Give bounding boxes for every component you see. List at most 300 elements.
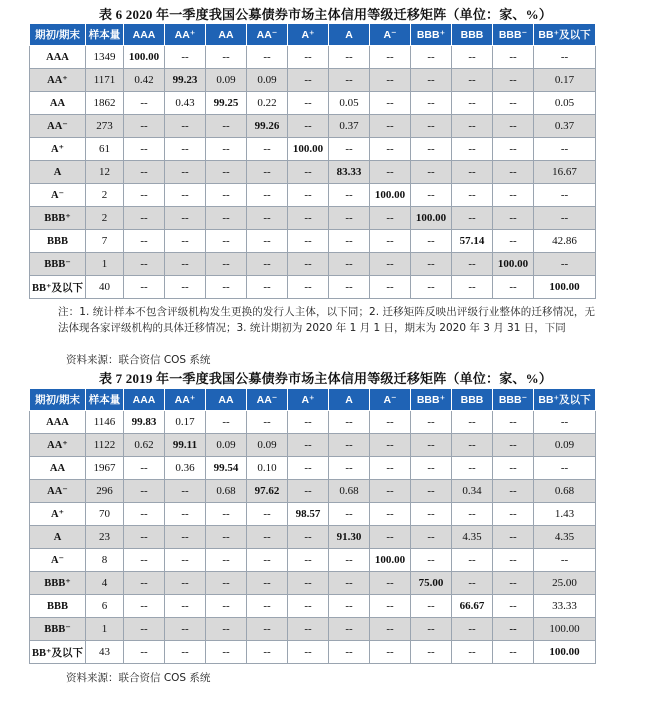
table-cell: -- <box>493 46 534 69</box>
table-cell: 8 <box>86 549 124 572</box>
row-header-cell: AA⁺ <box>30 434 86 457</box>
column-header: BBB⁻ <box>493 389 534 411</box>
table-cell: -- <box>165 618 206 641</box>
table-cell: 0.36 <box>165 457 206 480</box>
table-cell: -- <box>411 92 452 115</box>
table-cell: -- <box>165 526 206 549</box>
column-header: AA <box>206 24 247 46</box>
table-cell: 42.86 <box>534 230 596 253</box>
row-header-cell: AA⁺ <box>30 69 86 92</box>
table-cell: 1122 <box>86 434 124 457</box>
table-cell: -- <box>534 457 596 480</box>
table-cell: -- <box>493 434 534 457</box>
table-cell: -- <box>493 641 534 664</box>
table-cell: -- <box>247 276 288 299</box>
table7-title: 表 7 2019 年一季度我国公募债券市场主体信用等级迁移矩阵（单位：家、%） <box>98 371 553 386</box>
table-cell: -- <box>493 230 534 253</box>
table-cell: 1967 <box>86 457 124 480</box>
table-cell: 99.11 <box>165 434 206 457</box>
table-cell: 2 <box>86 184 124 207</box>
table-cell: -- <box>370 253 411 276</box>
row-header-cell: AA⁻ <box>30 480 86 503</box>
table-cell: 0.68 <box>534 480 596 503</box>
table-row <box>30 138 596 161</box>
table-cell: -- <box>452 184 493 207</box>
table-cell: 1 <box>86 253 124 276</box>
table-row <box>30 276 596 299</box>
row-header-cell: A <box>30 526 86 549</box>
table-cell: -- <box>165 115 206 138</box>
table-row <box>30 549 596 572</box>
table-cell: -- <box>370 503 411 526</box>
row-header-cell: BBB⁻ <box>30 253 86 276</box>
table-cell: -- <box>247 618 288 641</box>
row-header-cell: A <box>30 161 86 184</box>
table-cell: -- <box>370 411 411 434</box>
table-cell: -- <box>329 253 370 276</box>
table-cell: -- <box>288 161 329 184</box>
table-cell: -- <box>288 641 329 664</box>
table-cell: -- <box>452 92 493 115</box>
table-cell: 83.33 <box>329 161 370 184</box>
table-cell: 1146 <box>86 411 124 434</box>
table-cell: -- <box>165 595 206 618</box>
table-cell: -- <box>370 480 411 503</box>
table-row <box>30 457 596 480</box>
table-row <box>30 184 596 207</box>
table-cell: -- <box>411 253 452 276</box>
column-header: AAA <box>124 24 165 46</box>
table-cell: -- <box>411 434 452 457</box>
table-cell: -- <box>124 572 165 595</box>
table-cell: -- <box>452 46 493 69</box>
table-cell: 100.00 <box>493 253 534 276</box>
table-cell: -- <box>411 230 452 253</box>
table-cell: -- <box>452 276 493 299</box>
table-cell: -- <box>370 276 411 299</box>
table-row <box>30 207 596 230</box>
table-cell: -- <box>329 457 370 480</box>
column-header: AA⁻ <box>247 389 288 411</box>
table-cell: -- <box>206 503 247 526</box>
table-cell: 0.22 <box>247 92 288 115</box>
table-cell: -- <box>247 549 288 572</box>
table-cell: -- <box>411 276 452 299</box>
table-cell: -- <box>288 276 329 299</box>
table-cell: -- <box>411 480 452 503</box>
table-cell: -- <box>206 618 247 641</box>
table-cell: -- <box>493 595 534 618</box>
table-cell: -- <box>288 434 329 457</box>
table-cell: -- <box>124 618 165 641</box>
table-cell: -- <box>124 480 165 503</box>
column-header: AA <box>206 389 247 411</box>
row-header-cell: AA <box>30 457 86 480</box>
table-cell: 25.00 <box>534 572 596 595</box>
table-cell: 100.00 <box>411 207 452 230</box>
row-header-cell: BBB⁺ <box>30 207 86 230</box>
table-cell: 100.00 <box>370 184 411 207</box>
column-header: AAA <box>124 389 165 411</box>
table-cell: -- <box>329 572 370 595</box>
table-cell: -- <box>206 115 247 138</box>
table-cell: -- <box>493 276 534 299</box>
table-cell: -- <box>493 480 534 503</box>
table-cell: -- <box>534 411 596 434</box>
table6-title: 表 6 2020 年一季度我国公募债券市场主体信用等级迁移矩阵（单位：家、%） <box>98 7 553 22</box>
table-cell: 97.62 <box>247 480 288 503</box>
table-cell: -- <box>329 503 370 526</box>
table-cell: 0.09 <box>247 69 288 92</box>
table-cell: -- <box>534 549 596 572</box>
table-cell: -- <box>329 230 370 253</box>
table-cell: -- <box>452 572 493 595</box>
table-cell: -- <box>329 595 370 618</box>
table-cell: -- <box>493 503 534 526</box>
table-cell: 100.00 <box>288 138 329 161</box>
table-cell: -- <box>534 184 596 207</box>
table-cell: -- <box>329 138 370 161</box>
table-cell: 7 <box>86 230 124 253</box>
table-cell: -- <box>452 411 493 434</box>
table-cell: 0.37 <box>534 115 596 138</box>
table-cell: 0.05 <box>534 92 596 115</box>
table-cell: 0.09 <box>247 434 288 457</box>
table-cell: -- <box>493 92 534 115</box>
table-cell: -- <box>329 549 370 572</box>
table-cell: -- <box>247 526 288 549</box>
table-cell: 0.68 <box>329 480 370 503</box>
table-cell: -- <box>288 69 329 92</box>
table-cell: -- <box>247 184 288 207</box>
table-cell: -- <box>288 526 329 549</box>
table-cell: -- <box>165 641 206 664</box>
table-cell: -- <box>288 46 329 69</box>
table-cell: 1.43 <box>534 503 596 526</box>
table-cell: -- <box>411 161 452 184</box>
table-cell: 99.25 <box>206 92 247 115</box>
table-cell: 75.00 <box>411 572 452 595</box>
row-header-cell: AA <box>30 92 86 115</box>
table-cell: -- <box>370 641 411 664</box>
table-cell: -- <box>247 230 288 253</box>
table-cell: -- <box>452 207 493 230</box>
table-cell: -- <box>247 595 288 618</box>
table-cell: -- <box>370 46 411 69</box>
column-header: BBB <box>452 24 493 46</box>
table-cell: -- <box>247 253 288 276</box>
table-cell: -- <box>288 572 329 595</box>
table-cell: -- <box>247 572 288 595</box>
table-cell: -- <box>206 46 247 69</box>
table-cell: -- <box>452 69 493 92</box>
table-cell: -- <box>165 549 206 572</box>
table-cell: -- <box>247 138 288 161</box>
table-cell: 6 <box>86 595 124 618</box>
table-cell: -- <box>370 434 411 457</box>
column-header: A⁺ <box>288 24 329 46</box>
table-cell: 0.17 <box>165 411 206 434</box>
table-cell: -- <box>124 230 165 253</box>
table-cell: 0.09 <box>206 434 247 457</box>
table-cell: -- <box>370 207 411 230</box>
table-row <box>30 161 596 184</box>
table-cell: 100.00 <box>370 549 411 572</box>
table-cell: 0.37 <box>329 115 370 138</box>
table-cell: 4.35 <box>534 526 596 549</box>
table-cell: 0.43 <box>165 92 206 115</box>
table-cell: -- <box>370 92 411 115</box>
table-cell: 0.09 <box>206 69 247 92</box>
table-cell: -- <box>411 411 452 434</box>
table-cell: -- <box>411 69 452 92</box>
table-cell: 1349 <box>86 46 124 69</box>
table-cell: 70 <box>86 503 124 526</box>
table-cell: -- <box>165 46 206 69</box>
table-cell: -- <box>206 161 247 184</box>
column-header: BBB⁺ <box>411 24 452 46</box>
table-cell: -- <box>452 253 493 276</box>
table-cell: -- <box>165 503 206 526</box>
table-cell: -- <box>247 503 288 526</box>
table-cell: -- <box>329 434 370 457</box>
column-header: 样本量 <box>86 389 124 411</box>
column-header: A⁺ <box>288 389 329 411</box>
table-cell: -- <box>411 115 452 138</box>
table-cell: -- <box>206 207 247 230</box>
table-cell: 0.62 <box>124 434 165 457</box>
table6-source: 资料来源：联合资信 COS 系统 <box>66 354 211 366</box>
table-cell: -- <box>329 276 370 299</box>
table-cell: -- <box>411 641 452 664</box>
table-cell: 57.14 <box>452 230 493 253</box>
table-cell: 0.10 <box>247 457 288 480</box>
table-cell: -- <box>165 480 206 503</box>
table-cell: -- <box>206 549 247 572</box>
column-header: 期初/期末 <box>30 24 86 46</box>
table7-header-row <box>30 389 596 411</box>
table-row <box>30 46 596 69</box>
row-header-cell: BB⁺及以下 <box>30 276 86 299</box>
table-row <box>30 69 596 92</box>
table-cell: -- <box>288 184 329 207</box>
table-cell: -- <box>452 115 493 138</box>
table-cell: -- <box>411 549 452 572</box>
table-cell: -- <box>452 549 493 572</box>
table-cell: -- <box>124 641 165 664</box>
table-cell: -- <box>288 115 329 138</box>
table-row <box>30 526 596 549</box>
table-cell: 100.00 <box>534 618 596 641</box>
table-cell: -- <box>411 184 452 207</box>
table-cell: -- <box>370 115 411 138</box>
table-cell: -- <box>493 138 534 161</box>
table-cell: -- <box>370 618 411 641</box>
table-cell: -- <box>288 595 329 618</box>
table-cell: -- <box>288 230 329 253</box>
table-cell: -- <box>124 595 165 618</box>
table-cell: 0.05 <box>329 92 370 115</box>
table-cell: -- <box>247 46 288 69</box>
table-cell: -- <box>206 230 247 253</box>
table-cell: -- <box>288 618 329 641</box>
table-cell: 1171 <box>86 69 124 92</box>
table-cell: -- <box>288 92 329 115</box>
table-cell: -- <box>288 457 329 480</box>
table-cell: -- <box>247 411 288 434</box>
table-cell: -- <box>247 641 288 664</box>
table-cell: -- <box>452 457 493 480</box>
column-header: A <box>329 24 370 46</box>
table-cell: 98.57 <box>288 503 329 526</box>
table-cell: -- <box>124 161 165 184</box>
table-row <box>30 503 596 526</box>
table-cell: 0.34 <box>452 480 493 503</box>
table-cell: -- <box>411 457 452 480</box>
table-cell: -- <box>206 526 247 549</box>
table-cell: -- <box>493 161 534 184</box>
table-cell: -- <box>124 184 165 207</box>
table-cell: -- <box>165 276 206 299</box>
table-cell: -- <box>534 207 596 230</box>
table-cell: -- <box>452 161 493 184</box>
column-header: 期初/期末 <box>30 389 86 411</box>
table-cell: -- <box>370 595 411 618</box>
table-cell: -- <box>493 69 534 92</box>
table-cell: -- <box>288 253 329 276</box>
table-cell: -- <box>493 457 534 480</box>
table-cell: -- <box>452 641 493 664</box>
table-cell: 4.35 <box>452 526 493 549</box>
row-header-cell: BBB⁻ <box>30 618 86 641</box>
table-cell: 100.00 <box>534 276 596 299</box>
table-cell: -- <box>370 69 411 92</box>
table-cell: 1862 <box>86 92 124 115</box>
table-cell: -- <box>329 411 370 434</box>
row-header-cell: AA⁻ <box>30 115 86 138</box>
table-cell: 99.23 <box>165 69 206 92</box>
table-cell: -- <box>370 526 411 549</box>
table-cell: -- <box>452 434 493 457</box>
column-header: AA⁺ <box>165 389 206 411</box>
table-cell: -- <box>534 253 596 276</box>
column-header: BB⁺及以下 <box>534 389 596 411</box>
table-cell: 43 <box>86 641 124 664</box>
table6-header-row <box>30 24 596 46</box>
table-row <box>30 480 596 503</box>
table-row <box>30 641 596 664</box>
table-cell: -- <box>493 572 534 595</box>
table-row <box>30 115 596 138</box>
table-cell: -- <box>165 161 206 184</box>
table-cell: -- <box>206 138 247 161</box>
table-cell: -- <box>534 138 596 161</box>
table-cell: -- <box>165 253 206 276</box>
row-header-cell: BBB <box>30 230 86 253</box>
column-header: A⁻ <box>370 24 411 46</box>
table-cell: -- <box>165 230 206 253</box>
row-header-cell: AAA <box>30 46 86 69</box>
row-header-cell: A⁺ <box>30 503 86 526</box>
table-cell: -- <box>124 207 165 230</box>
table-cell: -- <box>124 92 165 115</box>
table-cell: -- <box>124 138 165 161</box>
table-cell: 1 <box>86 618 124 641</box>
table-cell: -- <box>124 115 165 138</box>
table-cell: -- <box>370 572 411 595</box>
table-cell: -- <box>493 184 534 207</box>
table-cell: -- <box>370 230 411 253</box>
table-cell: -- <box>452 503 493 526</box>
table-cell: -- <box>411 138 452 161</box>
table-cell: -- <box>124 526 165 549</box>
table-cell: 12 <box>86 161 124 184</box>
table-cell: -- <box>411 618 452 641</box>
row-header-cell: BBB⁺ <box>30 572 86 595</box>
table-cell: 61 <box>86 138 124 161</box>
table6-note: 注：1. 统计样本不包含评级机构发生更换的发行人主体，以下同；2. 迁移矩阵反映出评级行业整体的迁移情况，无法体现各家评级机构的具体迁移情况；3. 统计期初为 2020 年 1 月 1 日，期末为 2020 年 3 月 31 日，下同 <box>58 306 595 334</box>
table-cell: -- <box>206 411 247 434</box>
table-cell: -- <box>493 115 534 138</box>
table-cell: -- <box>370 138 411 161</box>
table-cell: -- <box>493 549 534 572</box>
table-cell: -- <box>411 595 452 618</box>
table-row <box>30 411 596 434</box>
table-cell: 100.00 <box>534 641 596 664</box>
column-header: A⁻ <box>370 389 411 411</box>
table-cell: -- <box>124 503 165 526</box>
table-cell: -- <box>288 207 329 230</box>
table-cell: -- <box>288 549 329 572</box>
table-cell: -- <box>493 411 534 434</box>
table-cell: -- <box>370 457 411 480</box>
table7-source: 资料来源：联合资信 COS 系统 <box>66 672 211 684</box>
table-cell: 0.68 <box>206 480 247 503</box>
table-cell: -- <box>329 207 370 230</box>
table-row <box>30 572 596 595</box>
table-cell: -- <box>411 526 452 549</box>
table-cell: -- <box>165 207 206 230</box>
table-cell: -- <box>206 595 247 618</box>
table-cell: -- <box>493 207 534 230</box>
table-cell: -- <box>247 207 288 230</box>
table-cell: 99.26 <box>247 115 288 138</box>
table-row <box>30 618 596 641</box>
table-cell: -- <box>370 161 411 184</box>
table-cell: -- <box>452 138 493 161</box>
column-header: 样本量 <box>86 24 124 46</box>
table-cell: -- <box>411 503 452 526</box>
table-row <box>30 253 596 276</box>
column-header: BBB⁻ <box>493 24 534 46</box>
table-cell: -- <box>206 184 247 207</box>
table-cell: -- <box>534 46 596 69</box>
table-cell: -- <box>329 69 370 92</box>
column-header: AA⁻ <box>247 24 288 46</box>
table-cell: 16.67 <box>534 161 596 184</box>
table-row <box>30 92 596 115</box>
table-cell: -- <box>165 184 206 207</box>
table-cell: 2 <box>86 207 124 230</box>
table-cell: -- <box>165 572 206 595</box>
table-cell: 91.30 <box>329 526 370 549</box>
table-row <box>30 434 596 457</box>
table-cell: 33.33 <box>534 595 596 618</box>
table-cell: 23 <box>86 526 124 549</box>
table-cell: -- <box>124 457 165 480</box>
column-header: A <box>329 389 370 411</box>
table-cell: 4 <box>86 572 124 595</box>
